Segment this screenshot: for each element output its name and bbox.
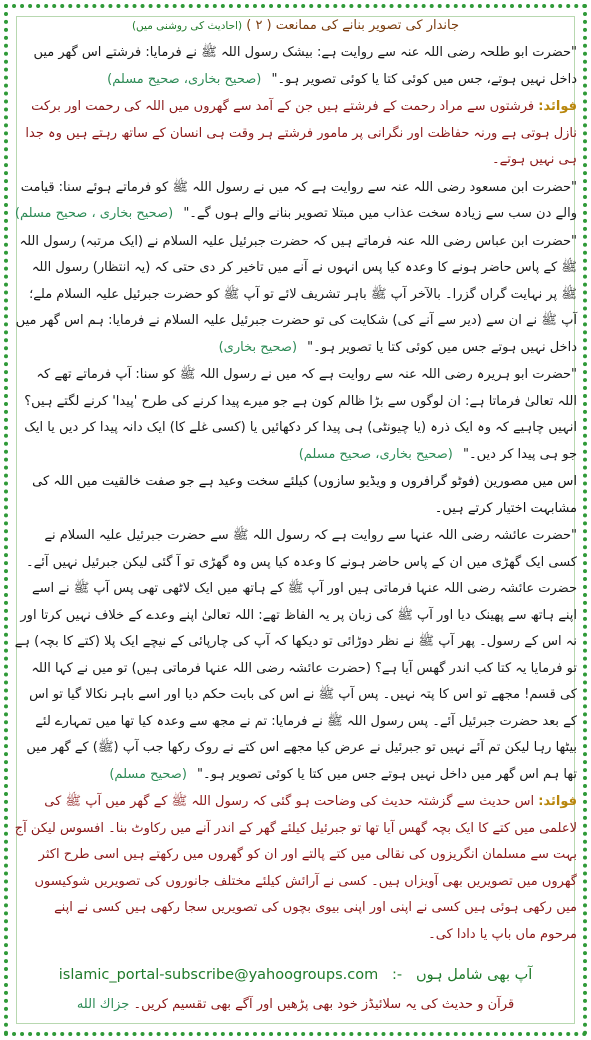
subscribe-email-link[interactable]: islamic_portal-subscribe@yahoogroups.com xyxy=(58,967,379,983)
hadith-text: "حضرت ابن مسعود رضی اللہ عنہ سے روایت ہے کہ میں نے رسول اللہ ﷺ کو فرماتے ہوئے سنا: قیامت والے دن سب سے زیادہ سخت عذاب میں مبتلا تصویر بنانے والے ہوں گے۔" xyxy=(20,179,577,221)
hadith-reference: (صحیح مسلم) xyxy=(109,766,187,782)
footer-line: قرآن و حدیث کی یہ سلائیڈز خود بھی پڑھیں اور آگے بھی تقسیم کریں۔ xyxy=(133,997,515,1012)
hadith-aisha xyxy=(14,523,577,788)
jazak-allah: جزاك الله xyxy=(76,997,130,1012)
hadith-reference: (صحیح بخاری ، صحیح مسلم) xyxy=(14,206,174,221)
fawaid-label: فوائد: xyxy=(538,794,577,809)
title-sub: (احادیث کی روشنی میں) xyxy=(131,20,243,32)
hadith-text: "حضرت عائشہ رضی اللہ عنہا سے روایت ہے کہ رسول اللہ ﷺ سے حضرت جبرئیل علیہ السلام نے کسی ایک گھڑی میں ان کے پاس حاضر ہونے کا وعدہ کیا پس وہ گھڑی تو آ گئی لیکن جبرئیل نہیں آئے۔ حضرت عائشہ رضی اللہ عنہا فرماتی ہیں اور آپ ﷺ کے ہاتھ میں ایک لاٹھی تھی پس آپ ﷺ نے اسے اپنے ہاتھ سے پھینک دیا اور آپ ﷺ کی زبان پر یہ الفاظ تھے: اللہ تعالیٰ اپنے وعدے کے خلاف نہیں کرتا اور نہ اس کے رسول۔ پھر آپ ﷺ نے نظر دوڑائی تو دیکھا کہ آپ کی چارپائی کے نیچے ایک پلا (کتے کا بچہ) ہے تو فرمایا یہ کتا کب اندر گھس آیا ہے؟ (حضرت عائشہ رضی اللہ عنہا فرماتی ہیں) تو میں نے کہا اللہ کی قسم! مجھے تو اس کا پتہ نہیں۔ پس آپ ﷺ نے اس کی بابت حکم دیا اور اسے باہر نکالا گیا تو اس کے بعد حضرت جبرئیل آئے۔ پس رسول اللہ ﷺ نے فرمایا: تم نے مجھ سے وعدہ کیا تھا میں تمہارے لئے بیٹھا رہا لیکن تم آئے نہیں تو جبرئیل نے عرض کیا مجھے اس کتے نے روک رکھا جب آپ (ﷺ) کے گھر میں تھا ہم اس گھر میں داخل نہیں ہوتے جس میں کتا یا کوئی تصویر ہو۔" xyxy=(14,528,577,782)
subscribe-footer: islamic_portal-subscribe@yahoogroups.com :- آپ بھی شامل ہوں xyxy=(58,967,533,983)
commentary-musawwireen xyxy=(14,469,577,522)
footer-note xyxy=(14,992,577,1019)
page-title xyxy=(14,14,577,38)
hadith-text: "حضرت ابو ہریرہ رضی اللہ عنہ سے روایت ہے کہ میں نے رسول اللہ ﷺ کو سنا: آپ فرماتے تھے کہ اللہ تعالیٰ فرماتا ہے: ان لوگوں سے بڑا ظالم کون ہے جو میرے پیدا کرنے کی طرح 'پیدا' کرنے لگتے ہیں؟ انہیں چاہیے کہ وہ ایک ذرہ (یا چیونٹی) ہی پیدا کر دکھائیں یا (کسی غلے کا) ایک دانہ پیدا کر دیں یا ایک جو ہی پیدا کر دیں۔" xyxy=(24,367,577,462)
hadith-reference: (صحیح بخاری) xyxy=(218,339,298,355)
hadith-reference: (صحیح بخاری، صحیح مسلم) xyxy=(107,71,262,87)
hadith-reference: (صحیح بخاری، صحیح مسلم) xyxy=(298,446,453,462)
fawaid-2 xyxy=(14,789,577,948)
fawaid-text: فرشتوں سے مراد رحمت کے فرشتے ہیں جن کے آمد سے گھروں میں اللہ کی رحمت اور برکت نازل ہوتی ہے ورنہ حفاظت اور نگرانی پر مامور فرشتے ہر وقت ہی انسان کے ساتھ رہتے ہیں وہ جدا ہی نہیں ہوتے۔ xyxy=(25,99,577,167)
fawaid-1 xyxy=(14,94,577,174)
fawaid-text: اس حدیث سے گزشتہ حدیث کی وضاحت ہو گئی کہ رسول اللہ ﷺ کے گھر میں آپ ﷺ کی لاعلمی میں کتے کا ایک بچہ گھس آیا تھا تو جبرئیل کیلئے گھر کے اندر آنے میں رکاوٹ بنا۔ افسوس لیکن آج بہت سے مسلمان انگریزوں کی نقالی میں کتے پالتے اور ان کو گھروں میں رکھتے ہیں اسی طرح اکثر گھروں میں تصویریں بھی آویزاں ہیں۔ کسی نے آرائش کیلئے مختلف جانوروں کی تصویریں شوکیسوں میں رکھی ہوئی ہیں کسی نے اپنی اور اپنی بیوی بچوں کی تصویریں سجا رکھی ہیں کسی نے اپنے مرحوم ماں باپ یا دادا کی۔ xyxy=(14,794,577,942)
hadith-abu-hurairah xyxy=(14,362,577,468)
hadith-ibn-abbas xyxy=(14,229,577,362)
commentary-text: اس میں مصورین (فوٹو گرافروں و ویڈیو سازوں) کیلئے سخت وعید ہے جو صفت خالقیت میں اللہ کی مشابہت اختیار کرتے ہیں۔ xyxy=(32,474,577,516)
join-label: آپ بھی شامل ہوں xyxy=(416,967,533,983)
title-main: جاندار کی تصویر بنانے کی ممانعت ( ۲ ) xyxy=(246,18,460,33)
hadith-text: "حضرت ابو طلحہ رضی اللہ عنہ سے روایت ہے: بیشک رسول اللہ ﷺ نے فرمایا: فرشتے اس گھر میں داخل نہیں ہوتے، جس میں کوئی کتا یا کوئی تصویر ہو۔" xyxy=(33,45,577,87)
hadith-abu-talha xyxy=(14,40,577,93)
article-content xyxy=(14,14,577,1026)
fawaid-label: فوائد: xyxy=(538,99,577,114)
hadith-text: "حضرت ابن عباس رضی اللہ عنہ فرماتے ہیں کہ حضرت جبرئیل علیہ السلام نے (ایک مرتبہ) رسول اللہ ﷺ کے پاس حاضر ہونے کا وعدہ کیا پس انہوں نے آنے میں تاخیر کر دی حتی کہ (یہ انتظار) رسول اللہ ﷺ پر نہایت گراں گزرا۔ بالآخر آپ ﷺ باہر تشریف لائے تو آپ ﷺ کو حضرت جبرئیل علیہ السلام ملے؛ آپ ﷺ نے ان سے (دیر سے آنے کی) شکایت کی تو حضرت جبرئیل علیہ السلام نے فرمایا: ہم اس گھر میں داخل نہیں ہوتے جس میں کوئی کتا یا تصویر ہو۔" xyxy=(15,233,577,355)
hadith-ibn-masood xyxy=(14,175,577,228)
